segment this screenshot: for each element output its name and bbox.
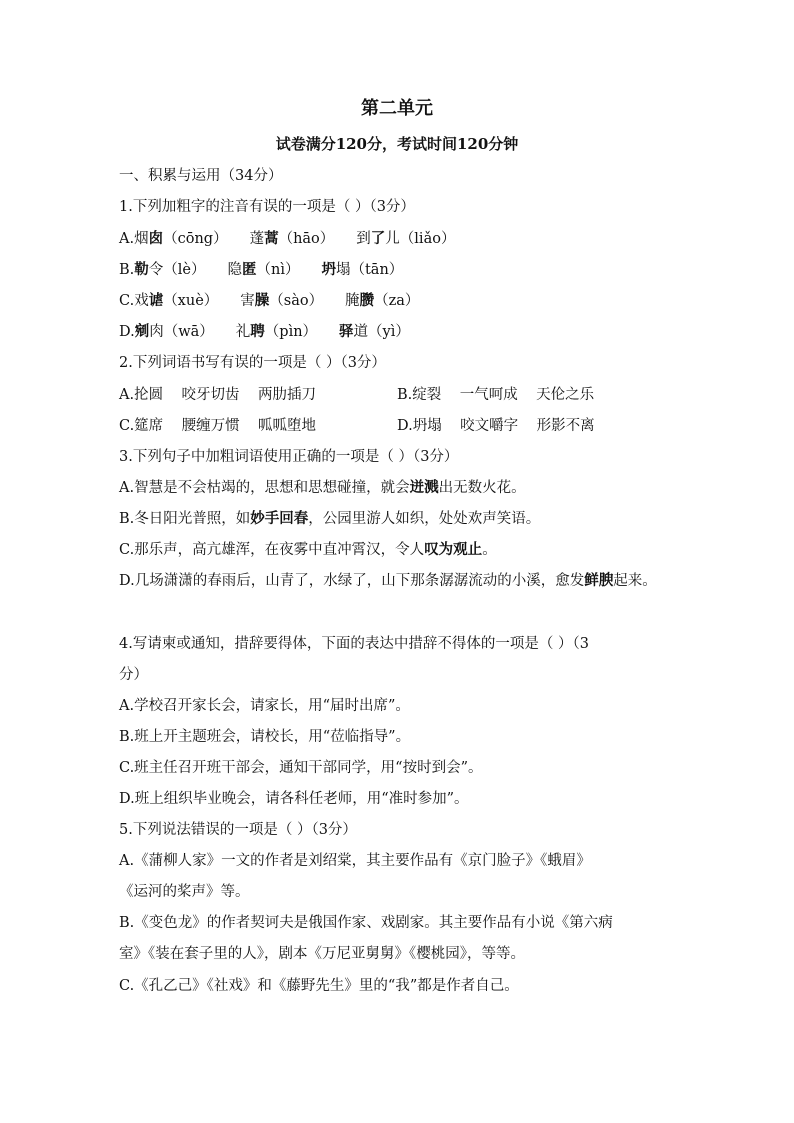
pinyin: （xuè） xyxy=(163,293,219,309)
bold-char: 蒿 xyxy=(264,230,279,247)
question-5-option-b-cont: 室》《装在套子里的人》，剧本《万尼亚舅舅》《樱桃园》，等等。 xyxy=(119,946,525,962)
option-text: 烟 xyxy=(134,231,149,247)
option-letter: B. xyxy=(119,262,135,278)
option-text: 蓬 xyxy=(249,231,265,247)
option-letter: C. xyxy=(119,293,135,309)
option-letter: D. xyxy=(119,324,135,340)
question-5-option-c: C.《孔乙己》《社戏》和《藤野先生》里的“我”都是作者自己。 xyxy=(119,978,519,994)
question-2-option-b: B.绽裂 一气呵成 天伦之乐 xyxy=(397,387,595,403)
option-text: 道（yì） xyxy=(353,324,410,340)
bold-char: 谑 xyxy=(148,292,164,309)
option-text: 肉（wā） xyxy=(149,324,214,340)
bold-char: 聘 xyxy=(250,323,265,340)
section-heading: 一、积累与运用（34分） xyxy=(119,168,283,184)
option-text: 礼 xyxy=(235,324,251,340)
option-text: 。 xyxy=(482,542,497,558)
page-title: 第二单元 xyxy=(361,98,433,119)
bold-phrase: 迸溅 xyxy=(409,479,439,496)
option-text: ，公园里游人如织，处处欢声笑语。 xyxy=(308,511,541,527)
question-4-option-c: C.班主任召开班干部会，通知干部同学，用“按时到会”。 xyxy=(119,760,483,776)
bold-char: 囱 xyxy=(148,230,164,247)
question-1-stem: 1.下列加粗字的注音有误的一项是（ ）（3分） xyxy=(119,199,415,215)
question-1-option-a xyxy=(119,228,679,250)
question-5-option-a: A.《蒲柳人家》一文的作者是刘绍棠，其主要作品有《京门脸子》《蛾眉》 xyxy=(119,853,591,869)
bold-char: 臊 xyxy=(254,292,270,309)
option-text: 到 xyxy=(356,231,371,247)
bold-char: 匿 xyxy=(241,261,257,278)
bold-phrase: 妙手回春 xyxy=(250,510,309,527)
bold-char: 剜 xyxy=(134,323,150,340)
option-text: 塌（tān） xyxy=(335,262,404,278)
question-3-option-b xyxy=(119,508,679,530)
bold-char: 臜 xyxy=(359,292,375,309)
question-4-option-a: A.学校召开家长会，请家长，用“届时出席”。 xyxy=(119,698,410,714)
option-text: C.那乐声，高亢雄浑，在夜雾中直冲霄汉，令人 xyxy=(119,542,425,558)
bold-char: 坍 xyxy=(321,261,336,278)
bold-phrase: 鲜腴 xyxy=(584,572,614,589)
bold-char: 驿 xyxy=(339,323,354,340)
option-text: 出无数火花。 xyxy=(438,480,526,496)
question-1-option-c xyxy=(119,290,679,312)
question-4-stem: 4.写请柬或通知，措辞要得体，下面的表达中措辞不得体的一项是（ ）（3 xyxy=(119,636,589,652)
question-2-option-a: A.抡圆 咬牙切齿 两肋插刀 xyxy=(119,387,316,403)
question-1-option-d xyxy=(119,321,679,343)
question-3-option-d xyxy=(119,570,675,592)
bold-char: 勒 xyxy=(134,261,149,278)
question-4-stem-cont: 分） xyxy=(119,667,148,683)
question-2-option-c: C.筵席 腰缠万惯 呱呱堕地 xyxy=(119,418,317,434)
pinyin: （sào） xyxy=(269,293,324,309)
pinyin: （pìn） xyxy=(264,324,318,340)
question-3-option-c xyxy=(119,539,679,561)
option-text: B.冬日阳光普照，如 xyxy=(119,511,251,527)
option-text: 害 xyxy=(240,293,255,309)
pinyin: （hāo） xyxy=(278,231,335,247)
question-2-option-d: D.坍塌 咬文嚼字 形影不离 xyxy=(397,418,595,434)
pinyin: （cōng） xyxy=(163,231,228,247)
option-text: 隐 xyxy=(227,262,242,278)
question-2-options-ab xyxy=(119,384,679,406)
question-3-option-a xyxy=(119,477,679,499)
exam-info: 试卷满分120分，考试时间120分钟 xyxy=(275,135,519,153)
option-text: A.智慧是不会枯竭的，思想和思想碰撞，就会 xyxy=(119,480,410,496)
pinyin: （za） xyxy=(374,293,420,309)
option-text: 令（lè） xyxy=(148,262,206,278)
bold-phrase: 叹为观止 xyxy=(424,541,483,558)
question-5-stem: 5.下列说法错误的一项是（ ）（3分） xyxy=(119,822,357,838)
option-letter: A. xyxy=(119,231,135,247)
bold-char: 了 xyxy=(370,230,386,247)
option-text: 起来。 xyxy=(613,573,657,589)
question-5-option-a-cont: 《运河的桨声》等。 xyxy=(119,884,250,900)
question-4-option-b: B.班上开主题班会，请校长，用“莅临指导”。 xyxy=(119,729,411,745)
question-2-options-cd xyxy=(119,415,679,437)
option-text: 腌 xyxy=(345,293,360,309)
question-1-option-b xyxy=(119,259,679,281)
option-text: D.几场潇潇的春雨后，山青了，水绿了，山下那条潺潺流动的小溪，愈发 xyxy=(119,573,585,589)
pinyin: （nì） xyxy=(256,262,300,278)
pinyin: 儿（liǎo） xyxy=(385,231,456,247)
question-2-stem: 2.下列词语书写有误的一项是（ ）（3分） xyxy=(119,355,386,371)
question-3-stem: 3.下列句子中加粗词语使用正确的一项是（ ）（3分） xyxy=(119,449,459,465)
option-text: 戏 xyxy=(134,293,149,309)
question-4-option-d: D.班上组织毕业晚会，请各科任老师，用“准时参加”。 xyxy=(119,791,469,807)
question-5-option-b: B.《变色龙》的作者契诃夫是俄国作家、戏剧家。其主要作品有小说《第六病 xyxy=(119,915,613,931)
